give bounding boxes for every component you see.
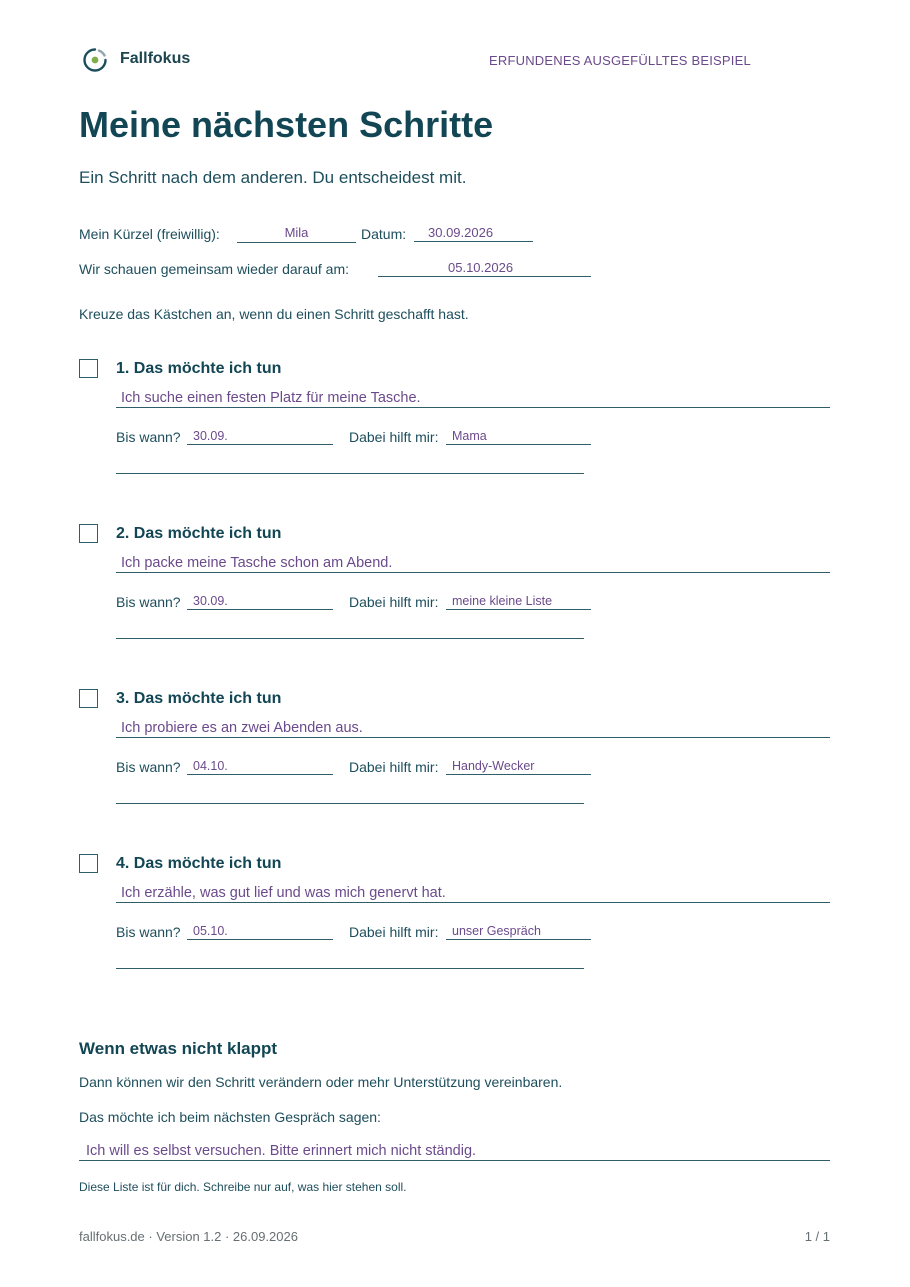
trouble-section-title: Wenn etwas nicht klappt	[79, 1039, 278, 1058]
step-3-text-field[interactable]: Ich probiere es an zwei Abenden aus.	[116, 718, 830, 738]
step-2-checkbox[interactable]	[79, 524, 98, 543]
instruction-text: Kreuze das Kästchen an, wenn du einen Schritt geschafft hast.	[79, 306, 469, 322]
page-title: Meine nächsten Schritte	[79, 104, 494, 145]
datum-label: Datum:	[361, 226, 407, 242]
page-subtitle: Ein Schritt nach dem anderen. Du entscheidest mit.	[79, 168, 467, 187]
step-4-helper-label: Dabei hilft mir:	[349, 924, 439, 940]
trouble-answer-field[interactable]: Ich will es selbst versuchen. Bitte erinnert mich nicht ständig.	[79, 1141, 830, 1161]
kuerzel-field[interactable]: Mila	[237, 224, 356, 243]
privacy-note: Diese Liste ist für dich. Schreibe nur auf, was hier stehen soll.	[79, 1180, 407, 1194]
trouble-prompt: Das möchte ich beim nächsten Gespräch sagen:	[79, 1109, 381, 1125]
step-3-helper-field[interactable]: Handy-Wecker	[446, 757, 591, 775]
review-field[interactable]: 05.10.2026	[378, 259, 591, 277]
step-2-deadline-label: Bis wann?	[116, 594, 181, 610]
step-4-deadline-field[interactable]: 05.10.	[187, 922, 333, 940]
footer-info: fallfokus.de · Version 1.2 · 26.09.2026	[79, 1229, 298, 1244]
step-4-helper-field[interactable]: unser Gespräch	[446, 922, 591, 940]
step-4-title: 4. Das möchte ich tun	[116, 855, 282, 872]
step-3-helper-label: Dabei hilft mir:	[349, 759, 439, 775]
review-label: Wir schauen gemeinsam wieder darauf am:	[79, 261, 350, 277]
step-4-text-field[interactable]: Ich erzähle, was gut lief und was mich genervt hat.	[116, 883, 830, 903]
step-3-deadline-field[interactable]: 04.10.	[187, 757, 333, 775]
step-1-deadline-field[interactable]: 30.09.	[187, 427, 333, 445]
step-3-checkbox[interactable]	[79, 689, 98, 708]
trouble-text: Dann können wir den Schritt verändern oder mehr Unterstützung vereinbaren.	[79, 1074, 563, 1090]
datum-field[interactable]: 30.09.2026	[414, 224, 533, 242]
step-4-deadline-label: Bis wann?	[116, 924, 181, 940]
step-4-notes-line[interactable]	[116, 968, 584, 969]
kuerzel-label: Mein Kürzel (freiwillig):	[79, 226, 220, 242]
step-3-notes-line[interactable]	[116, 803, 584, 804]
step-2-deadline-field[interactable]: 30.09.	[187, 592, 333, 610]
step-1-helper-field[interactable]: Mama	[446, 427, 591, 445]
page-number: 1 / 1	[804, 1229, 830, 1244]
step-2-text-field[interactable]: Ich packe meine Tasche schon am Abend.	[116, 553, 830, 573]
step-3-deadline-label: Bis wann?	[116, 759, 181, 775]
step-1-helper-label: Dabei hilft mir:	[349, 429, 439, 445]
step-2-title: 2. Das möchte ich tun	[116, 525, 282, 542]
step-1-deadline-label: Bis wann?	[116, 429, 181, 445]
step-1-checkbox[interactable]	[79, 359, 98, 378]
step-2-helper-field[interactable]: meine kleine Liste	[446, 592, 591, 610]
step-2-notes-line[interactable]	[116, 638, 584, 639]
step-1-text-field[interactable]: Ich suche einen festen Platz für meine Tasche.	[116, 388, 830, 408]
step-1-title: 1. Das möchte ich tun	[116, 360, 282, 377]
step-1-notes-line[interactable]	[116, 473, 584, 474]
step-4-checkbox[interactable]	[79, 854, 98, 873]
step-3-title: 3. Das möchte ich tun	[116, 690, 282, 707]
brand-name: Fallfokus	[120, 50, 191, 67]
step-2-helper-label: Dabei hilft mir:	[349, 594, 439, 610]
example-tag: ERFUNDENES AUSGEFÜLLTES BEISPIEL	[489, 53, 751, 68]
brand-logo-icon	[82, 47, 108, 73]
